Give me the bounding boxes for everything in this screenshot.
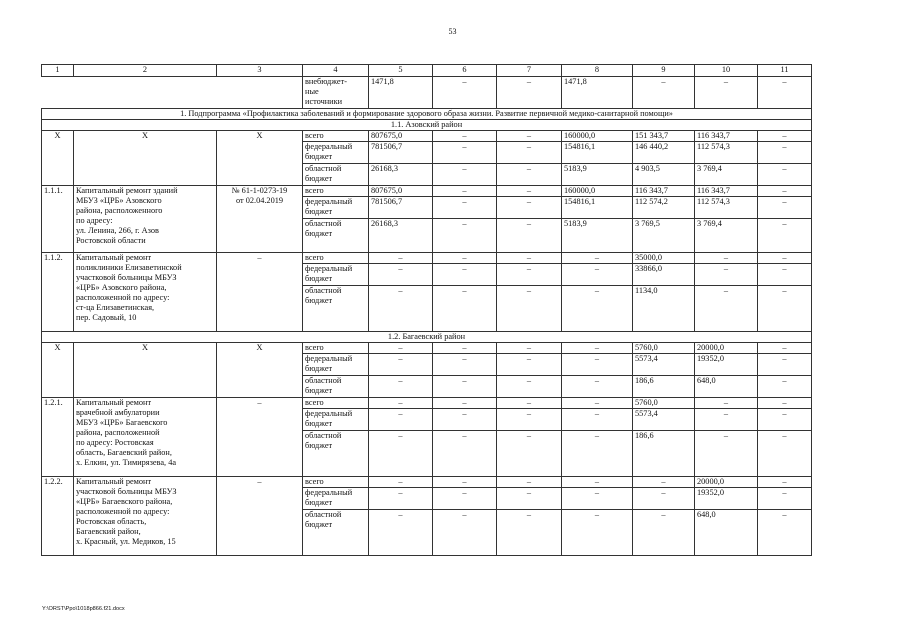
column-number-header: 4 — [303, 65, 369, 77]
funding-source-cell: федеральный бюджет — [303, 197, 369, 219]
value-cell: 3 769,4 — [695, 219, 758, 253]
value-cell: – — [695, 398, 758, 409]
item-number-cell: Х — [42, 343, 74, 398]
value-cell: – — [758, 510, 812, 556]
value-cell: 5183,9 — [562, 164, 633, 186]
value-cell: – — [633, 510, 695, 556]
contract-cell: Х — [217, 131, 303, 186]
value-cell: – — [497, 343, 562, 354]
value-cell: 1471,8 — [562, 77, 633, 109]
value-cell: 1134,0 — [633, 286, 695, 332]
value-cell: 160000,0 — [562, 186, 633, 197]
value-cell: – — [433, 398, 497, 409]
value-cell: – — [758, 431, 812, 477]
value-cell: 648,0 — [695, 376, 758, 398]
funding-source-cell: федеральный бюджет — [303, 142, 369, 164]
value-cell: – — [562, 510, 633, 556]
value-cell: – — [497, 431, 562, 477]
funding-source-cell: федеральный бюджет — [303, 354, 369, 376]
value-cell: – — [758, 197, 812, 219]
table-row — [42, 253, 812, 264]
value-cell: – — [369, 376, 433, 398]
value-cell: – — [433, 354, 497, 376]
item-number-cell: 1.2.2. — [42, 477, 74, 556]
value-cell: 151 343,7 — [633, 131, 695, 142]
value-cell: – — [497, 164, 562, 186]
value-cell: – — [562, 253, 633, 264]
value-cell: 19352,0 — [695, 488, 758, 510]
value-cell: – — [562, 264, 633, 286]
column-number-header: 9 — [633, 65, 695, 77]
value-cell: – — [433, 376, 497, 398]
value-cell: – — [433, 343, 497, 354]
value-cell: – — [562, 286, 633, 332]
value-cell: 35000,0 — [633, 253, 695, 264]
value-cell: 26168,3 — [369, 219, 433, 253]
value-cell: – — [758, 286, 812, 332]
funding-source-cell: всего — [303, 343, 369, 354]
value-cell: – — [497, 376, 562, 398]
value-cell: 781506,7 — [369, 142, 433, 164]
value-cell: – — [758, 477, 812, 488]
value-cell: – — [562, 354, 633, 376]
column-number-header: 3 — [217, 65, 303, 77]
column-number-header: 5 — [369, 65, 433, 77]
table-row — [42, 131, 812, 142]
contract-cell: – — [217, 253, 303, 332]
value-cell: – — [758, 354, 812, 376]
value-cell: 3 769,5 — [633, 219, 695, 253]
table-row — [42, 477, 812, 488]
funding-source-cell: областной бюджет — [303, 219, 369, 253]
value-cell: – — [758, 164, 812, 186]
value-cell: – — [562, 398, 633, 409]
value-cell: 154816,1 — [562, 197, 633, 219]
page-number: 53 — [448, 27, 457, 36]
value-cell: – — [497, 264, 562, 286]
value-cell: – — [497, 131, 562, 142]
district-title: 1.1. Азовский район — [42, 120, 812, 131]
value-cell: – — [562, 477, 633, 488]
value-cell: 807675,0 — [369, 186, 433, 197]
subprogram-title: 1. Подпрограмма «Профилактика заболеваний и формирование здорового образа жизни. Развитие первичной медико-санитарной помощи» — [42, 109, 812, 120]
funding-source-cell: областной бюджет — [303, 376, 369, 398]
value-cell: 648,0 — [695, 510, 758, 556]
funding-source-cell: федеральный бюджет — [303, 488, 369, 510]
value-cell: – — [562, 343, 633, 354]
value-cell: – — [497, 142, 562, 164]
funding-source-cell: всего — [303, 398, 369, 409]
value-cell: – — [497, 197, 562, 219]
value-cell: – — [758, 77, 812, 109]
item-number-cell: 1.2.1. — [42, 398, 74, 477]
value-cell: – — [369, 264, 433, 286]
value-cell: – — [758, 488, 812, 510]
value-cell: – — [633, 77, 695, 109]
district-row — [42, 120, 812, 131]
value-cell: 116 343,7 — [695, 186, 758, 197]
value-cell: 33866,0 — [633, 264, 695, 286]
value-cell: 5183,9 — [562, 219, 633, 253]
value-cell: – — [369, 510, 433, 556]
item-description-cell: Капитальный ремонт зданий МБУЗ «ЦРБ» Азовского района, расположенного по адресу: ул. Ленина, 266, г. Азов Ростовской области — [74, 186, 217, 253]
value-cell: – — [497, 409, 562, 431]
value-cell: – — [369, 286, 433, 332]
table-row — [42, 186, 812, 197]
value-cell: – — [433, 253, 497, 264]
funding-source-cell: внебюджет- ные источники — [303, 77, 369, 109]
value-cell: – — [562, 376, 633, 398]
value-cell: 4 903,5 — [633, 164, 695, 186]
value-cell: 112 574,2 — [633, 197, 695, 219]
value-cell: – — [433, 431, 497, 477]
value-cell: – — [433, 142, 497, 164]
value-cell: – — [562, 431, 633, 477]
value-cell: – — [369, 488, 433, 510]
funding-source-cell: всего — [303, 131, 369, 142]
value-cell: 19352,0 — [695, 354, 758, 376]
value-cell: – — [497, 398, 562, 409]
value-cell: – — [497, 477, 562, 488]
item-description-cell: Х — [74, 131, 217, 186]
value-cell: 781506,7 — [369, 197, 433, 219]
value-cell: 146 440,2 — [633, 142, 695, 164]
funding-source-cell: федеральный бюджет — [303, 264, 369, 286]
value-cell: 112 574,3 — [695, 142, 758, 164]
value-cell: 112 574,3 — [695, 197, 758, 219]
column-number-header: 2 — [74, 65, 217, 77]
value-cell: – — [497, 510, 562, 556]
value-cell: 154816,1 — [562, 142, 633, 164]
value-cell: – — [758, 264, 812, 286]
value-cell: – — [497, 354, 562, 376]
value-cell: 160000,0 — [562, 131, 633, 142]
value-cell: – — [433, 510, 497, 556]
contract-cell: – — [217, 398, 303, 477]
value-cell: – — [433, 186, 497, 197]
value-cell: – — [433, 477, 497, 488]
value-cell: 26168,3 — [369, 164, 433, 186]
value-cell: – — [758, 219, 812, 253]
value-cell: – — [758, 142, 812, 164]
subprogram-row — [42, 109, 812, 120]
column-number-header: 6 — [433, 65, 497, 77]
contract-cell: № 61-1-0273-19 от 02.04.2019 — [217, 186, 303, 253]
value-cell: – — [758, 409, 812, 431]
value-cell: 1471,8 — [369, 77, 433, 109]
value-cell: 5573,4 — [633, 354, 695, 376]
value-cell: – — [758, 186, 812, 197]
item-number-cell: 1.1.1. — [42, 186, 74, 253]
funding-source-cell: областной бюджет — [303, 286, 369, 332]
value-cell: – — [433, 286, 497, 332]
value-cell: – — [369, 253, 433, 264]
contract-cell: Х — [217, 343, 303, 398]
value-cell: – — [695, 431, 758, 477]
value-cell: – — [433, 164, 497, 186]
item-number-cell: 1.1.2. — [42, 253, 74, 332]
funding-source-cell: всего — [303, 186, 369, 197]
value-cell: 186,6 — [633, 431, 695, 477]
value-cell: 20000,0 — [695, 343, 758, 354]
value-cell: – — [497, 253, 562, 264]
value-cell: 3 769,4 — [695, 164, 758, 186]
value-cell: 116 343,7 — [695, 131, 758, 142]
value-cell: – — [758, 131, 812, 142]
value-cell: – — [497, 488, 562, 510]
value-cell: – — [497, 77, 562, 109]
item-description-cell: Капитальный ремонт участковой больницы МБУЗ «ЦРБ» Багаевского района, расположенной по адресу: Ростовская область, Багаевский район, х. Красный, ул. Медиков, 15 — [74, 477, 217, 556]
funding-source-cell: областной бюджет — [303, 510, 369, 556]
item-description-cell: Капитальный ремонт врачебной амбулатории МБУЗ «ЦРБ» Багаевского района, расположенной по адресу: Ростовская область, Багаевский район, х. Елкин, ул. Тимирязева, 4а — [74, 398, 217, 477]
document-path: Y:\ORST\Ppo\1018p866.f21.docx — [42, 606, 125, 612]
value-cell: – — [433, 77, 497, 109]
funding-source-cell: федеральный бюджет — [303, 409, 369, 431]
value-cell: 5760,0 — [633, 343, 695, 354]
value-cell: – — [433, 264, 497, 286]
district-title: 1.2. Багаевский район — [42, 332, 812, 343]
value-cell: – — [562, 488, 633, 510]
value-cell: 807675,0 — [369, 131, 433, 142]
item-description-cell: Капитальный ремонт поликлиники Елизаветинской участковой больницы МБУЗ «ЦРБ» Азовского района, расположенной по адресу: ст-ца Елизаветинская, пер. Садовый, 10 — [74, 253, 217, 332]
funding-source-cell: областной бюджет — [303, 164, 369, 186]
column-number-header: 10 — [695, 65, 758, 77]
value-cell: – — [369, 477, 433, 488]
value-cell: – — [369, 354, 433, 376]
column-number-header: 11 — [758, 65, 812, 77]
value-cell: 116 343,7 — [633, 186, 695, 197]
value-cell: – — [433, 197, 497, 219]
table-row — [42, 398, 812, 409]
value-cell: – — [695, 286, 758, 332]
value-cell: – — [562, 409, 633, 431]
value-cell: – — [433, 488, 497, 510]
value-cell: – — [433, 409, 497, 431]
value-cell: – — [758, 398, 812, 409]
column-number-header: 8 — [562, 65, 633, 77]
value-cell: – — [633, 488, 695, 510]
value-cell: – — [633, 477, 695, 488]
value-cell: – — [695, 409, 758, 431]
value-cell: – — [695, 264, 758, 286]
table-row — [42, 343, 812, 354]
value-cell: – — [433, 219, 497, 253]
column-number-header: 7 — [497, 65, 562, 77]
column-number-header: 1 — [42, 65, 74, 77]
value-cell: 186,6 — [633, 376, 695, 398]
value-cell: – — [369, 409, 433, 431]
value-cell: – — [758, 253, 812, 264]
item-number-cell: Х — [42, 131, 74, 186]
program-table — [41, 64, 812, 556]
value-cell: – — [497, 286, 562, 332]
column-number-header-row — [42, 65, 812, 77]
value-cell: – — [369, 431, 433, 477]
funding-source-cell: областной бюджет — [303, 431, 369, 477]
value-cell: 5573,4 — [633, 409, 695, 431]
value-cell: 5760,0 — [633, 398, 695, 409]
value-cell: – — [758, 343, 812, 354]
value-cell: 20000,0 — [695, 477, 758, 488]
item-description-cell: Х — [74, 343, 217, 398]
value-cell: – — [497, 219, 562, 253]
district-row — [42, 332, 812, 343]
value-cell: – — [433, 131, 497, 142]
value-cell: – — [369, 343, 433, 354]
funding-source-cell: всего — [303, 253, 369, 264]
value-cell: – — [695, 253, 758, 264]
value-cell: – — [695, 77, 758, 109]
funding-source-cell: всего — [303, 477, 369, 488]
contract-cell: – — [217, 477, 303, 556]
value-cell: – — [369, 398, 433, 409]
value-cell: – — [497, 186, 562, 197]
value-cell: – — [758, 376, 812, 398]
continued-row — [42, 77, 812, 109]
